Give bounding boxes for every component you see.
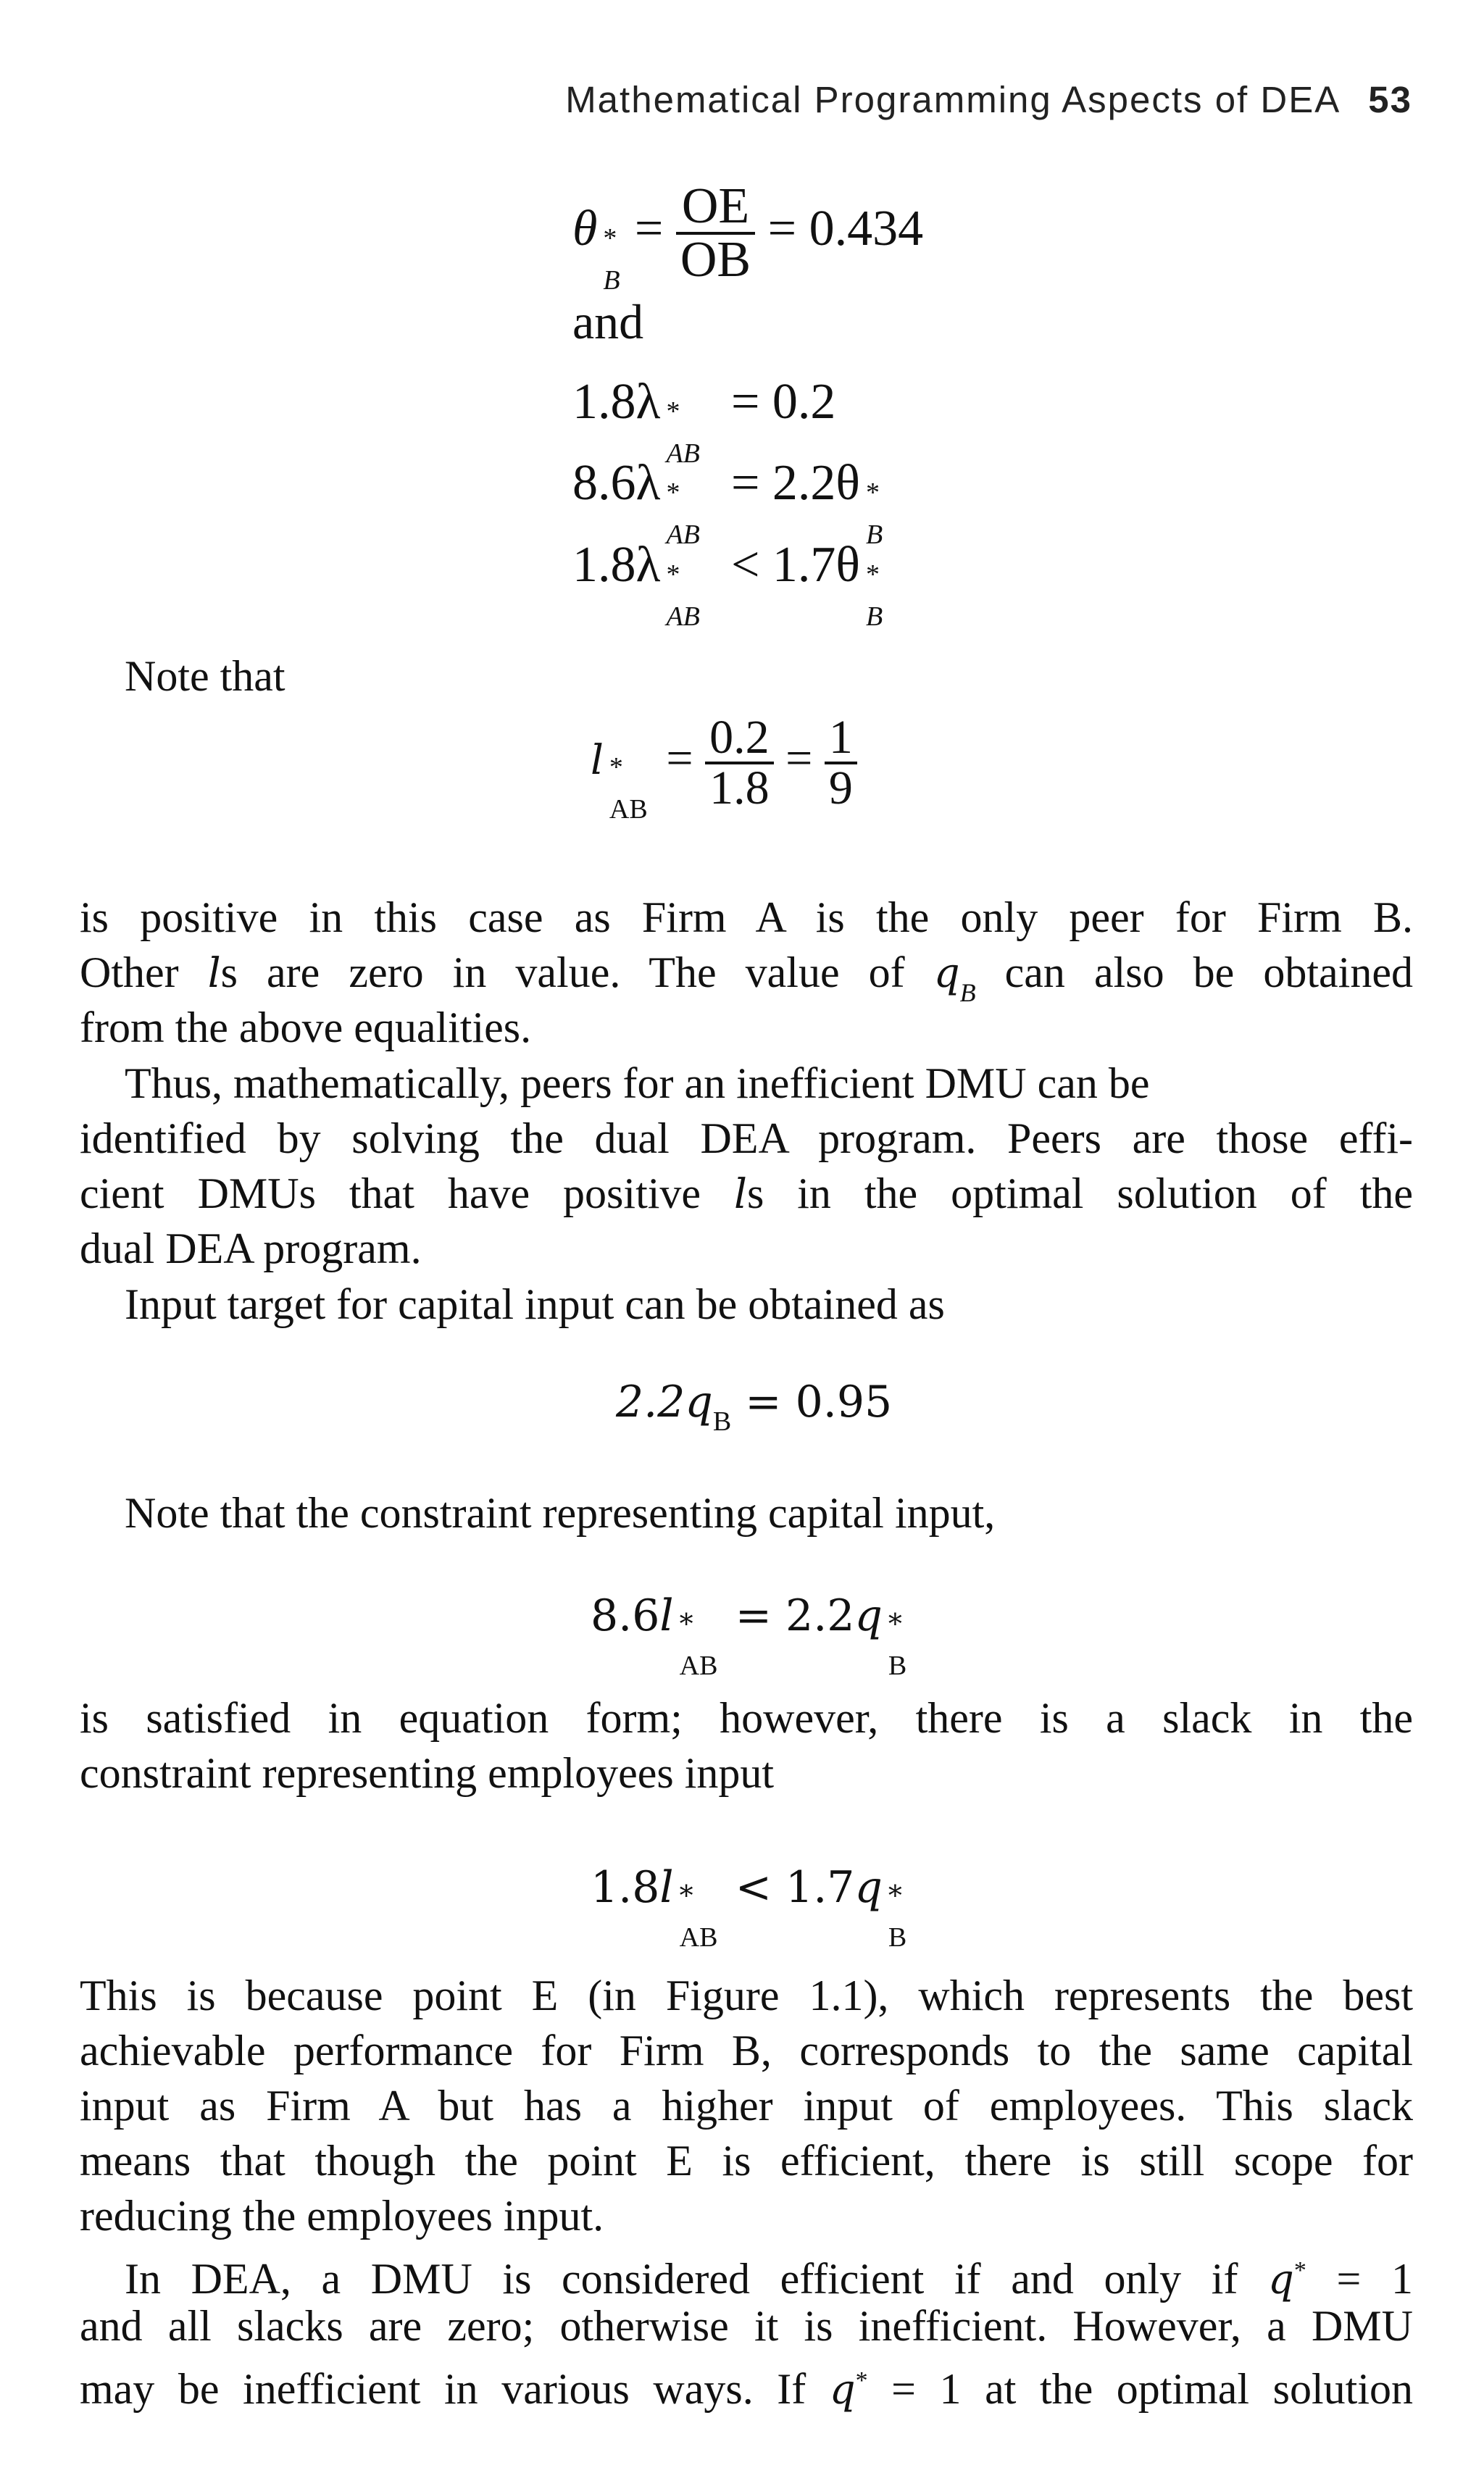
para7-sup: * bbox=[1293, 2257, 1306, 2284]
para5-line2: constraint representing employees input bbox=[80, 1749, 775, 1797]
eq5-equals: = bbox=[666, 732, 693, 785]
eq4-sup: * bbox=[666, 559, 680, 590]
and-word: and bbox=[572, 294, 644, 349]
eq1-lhs: θ bbox=[572, 201, 598, 257]
eq4-sub: AB bbox=[666, 601, 700, 632]
para7-line3 bbox=[80, 2353, 1414, 2414]
para1-line2 bbox=[80, 945, 1413, 1007]
paragraph-7-first bbox=[125, 2243, 1413, 2303]
para7-sup-2: * bbox=[855, 2367, 868, 2394]
eq7-sub: AB bbox=[679, 1651, 718, 1681]
equation-employee-constraint bbox=[591, 1862, 907, 1953]
eq5-num2: 1 bbox=[825, 714, 857, 764]
para7-l3a: may be inefficient in various ways. If bbox=[80, 2365, 830, 2413]
eq1-sub: B bbox=[603, 265, 620, 296]
eq5-den1: 1.8 bbox=[709, 762, 770, 814]
eq8-mid: < 1.7 bbox=[721, 1862, 855, 1913]
para7-l1b: = 1 bbox=[1306, 2255, 1413, 2303]
eq7-theta: q bbox=[854, 1590, 883, 1641]
eq7-lambda: l bbox=[659, 1590, 674, 1641]
para7-theta-2: q bbox=[829, 2366, 856, 2414]
equation-lambda-ratio bbox=[591, 711, 857, 825]
para2-line3 bbox=[80, 1166, 1413, 1221]
eq2-left: 1.8λ bbox=[572, 374, 661, 430]
eq6-theta: q bbox=[685, 1377, 713, 1427]
eq3-sub2: B bbox=[865, 520, 883, 550]
eq4-mid: < 1.7θ bbox=[730, 537, 860, 593]
eq5-sub: AB bbox=[609, 794, 648, 825]
para5-line1: is satisfied in equation form; however, there is a slack in the bbox=[80, 1694, 1413, 1742]
eq7-left: 8.6 bbox=[591, 1590, 660, 1641]
para1-l2a: Other bbox=[80, 948, 208, 996]
running-title: Mathematical Programming Aspects of DEA bbox=[565, 79, 1341, 120]
para7-l3b: = 1 at the optimal solution bbox=[867, 2365, 1414, 2413]
para6-line4: means that though the point E is efficient, there is still scope for bbox=[80, 2137, 1413, 2185]
para1-l2b: s are zero in value. The value of bbox=[220, 948, 934, 996]
eq2-rhs: = 0.2 bbox=[730, 374, 836, 430]
para6-line3: input as Firm A but has a higher input of employees. This slack bbox=[80, 2082, 1413, 2130]
para7-line2: and all slacks are zero; otherwise it is inefficient. However, a DMU bbox=[80, 2302, 1413, 2350]
eq5-equals-2: = bbox=[785, 732, 813, 785]
eq3-sup: * bbox=[666, 477, 680, 508]
paragraph-3: Input target for capital input can be obtained as bbox=[125, 1280, 945, 1328]
eq1-rhs: = 0.434 bbox=[767, 201, 924, 257]
eq5-den2: 9 bbox=[828, 762, 853, 814]
paragraph-5 bbox=[80, 1690, 1413, 1801]
para6-line5: reducing the employees input. bbox=[80, 2192, 604, 2240]
paragraph-1 bbox=[80, 890, 1413, 1055]
eq3-sup2: * bbox=[865, 477, 880, 508]
eq8-sub2: B bbox=[888, 1922, 907, 1953]
eq8-sup: * bbox=[679, 1880, 693, 1911]
eq1-fraction bbox=[676, 178, 755, 288]
equation-capital-constraint bbox=[591, 1590, 907, 1681]
para6-line2: achievable performance for Firm B, corresponds to the same capital bbox=[80, 2027, 1413, 2074]
eq8-left: 1.8 bbox=[591, 1862, 660, 1913]
eq5-sym: l bbox=[591, 737, 604, 785]
running-header bbox=[565, 78, 1412, 128]
page-number: 53 bbox=[1368, 79, 1412, 120]
eq4-left: 1.8λ bbox=[572, 537, 661, 593]
eq1-numerator: OE bbox=[676, 181, 755, 235]
para2-l3a: cient DMUs that have positive bbox=[80, 1169, 735, 1217]
para6-line1: This is because point E (in Figure 1.1), which represents the best bbox=[80, 1972, 1413, 2019]
para2-line4: dual DEA program. bbox=[80, 1225, 422, 1272]
eq8-theta: q bbox=[854, 1862, 883, 1913]
para1-lambda: l bbox=[207, 950, 221, 997]
para7-theta: q bbox=[1268, 2256, 1294, 2303]
eq2-sup: * bbox=[666, 396, 680, 427]
para1-l2c: can also be obtained bbox=[975, 948, 1413, 996]
eq1-equals: = bbox=[634, 201, 664, 257]
equation-theta-b bbox=[572, 178, 924, 296]
eq1-sup: * bbox=[603, 223, 617, 254]
para1-line1: is positive in this case as Firm A is the only peer for Firm B. bbox=[80, 893, 1413, 941]
equation-lambda-3 bbox=[572, 537, 885, 632]
eq7-mid: = 2.2 bbox=[721, 1590, 855, 1641]
equation-lambda-1 bbox=[572, 374, 836, 469]
para7-l1a: In DEA, a DMU is considered efficient if and only if bbox=[125, 2255, 1269, 2303]
eq8-sub: AB bbox=[679, 1922, 718, 1953]
eq7-sup2: * bbox=[888, 1608, 902, 1640]
paragraph-6 bbox=[80, 1968, 1413, 2243]
eq7-sup: * bbox=[679, 1608, 693, 1640]
para2-line2: identified by solving the dual DEA program. Peers are those effi- bbox=[80, 1114, 1413, 1162]
eq5-fraction-2 bbox=[825, 711, 857, 814]
eq1-denominator: OB bbox=[680, 232, 751, 288]
para1-line3: from the above equalities. bbox=[80, 1004, 532, 1051]
para2-line1: Thus, mathematically, peers for an inefficient DMU can be bbox=[125, 1059, 1150, 1107]
eq6-left: 2.2 bbox=[616, 1377, 685, 1427]
equation-capital-target bbox=[616, 1377, 893, 1437]
eq4-sub2: B bbox=[865, 601, 883, 632]
para7-line1 bbox=[125, 2243, 1413, 2303]
eq5-fraction-1 bbox=[705, 711, 774, 814]
eq6-sub: B bbox=[712, 1406, 732, 1437]
eq8-sup2: * bbox=[888, 1880, 902, 1911]
para2-l3b: s in the optimal solution of the bbox=[746, 1169, 1413, 1217]
paragraph-2 bbox=[80, 1111, 1413, 1276]
para1-theta-sub: B bbox=[959, 977, 976, 1007]
equation-lambda-2 bbox=[572, 455, 885, 550]
eq3-mid: = 2.2θ bbox=[730, 455, 860, 511]
note-that-text: Note that bbox=[125, 652, 285, 700]
eq8-lambda: l bbox=[659, 1862, 674, 1913]
eq2-sub: AB bbox=[666, 438, 700, 469]
paragraph-7 bbox=[80, 2298, 1414, 2414]
eq4-sup2: * bbox=[865, 559, 880, 590]
eq7-sub2: B bbox=[888, 1651, 907, 1681]
eq6-rhs: = 0.95 bbox=[731, 1377, 893, 1427]
paragraph-4: Note that the constraint representing capital input, bbox=[125, 1489, 996, 1537]
eq3-left: 8.6λ bbox=[572, 455, 661, 511]
eq5-sup: * bbox=[609, 752, 623, 783]
para1-theta: q bbox=[933, 950, 960, 997]
eq5-num1: 0.2 bbox=[705, 714, 774, 764]
eq3-sub: AB bbox=[666, 520, 700, 550]
para2-lambda: l bbox=[734, 1171, 747, 1218]
